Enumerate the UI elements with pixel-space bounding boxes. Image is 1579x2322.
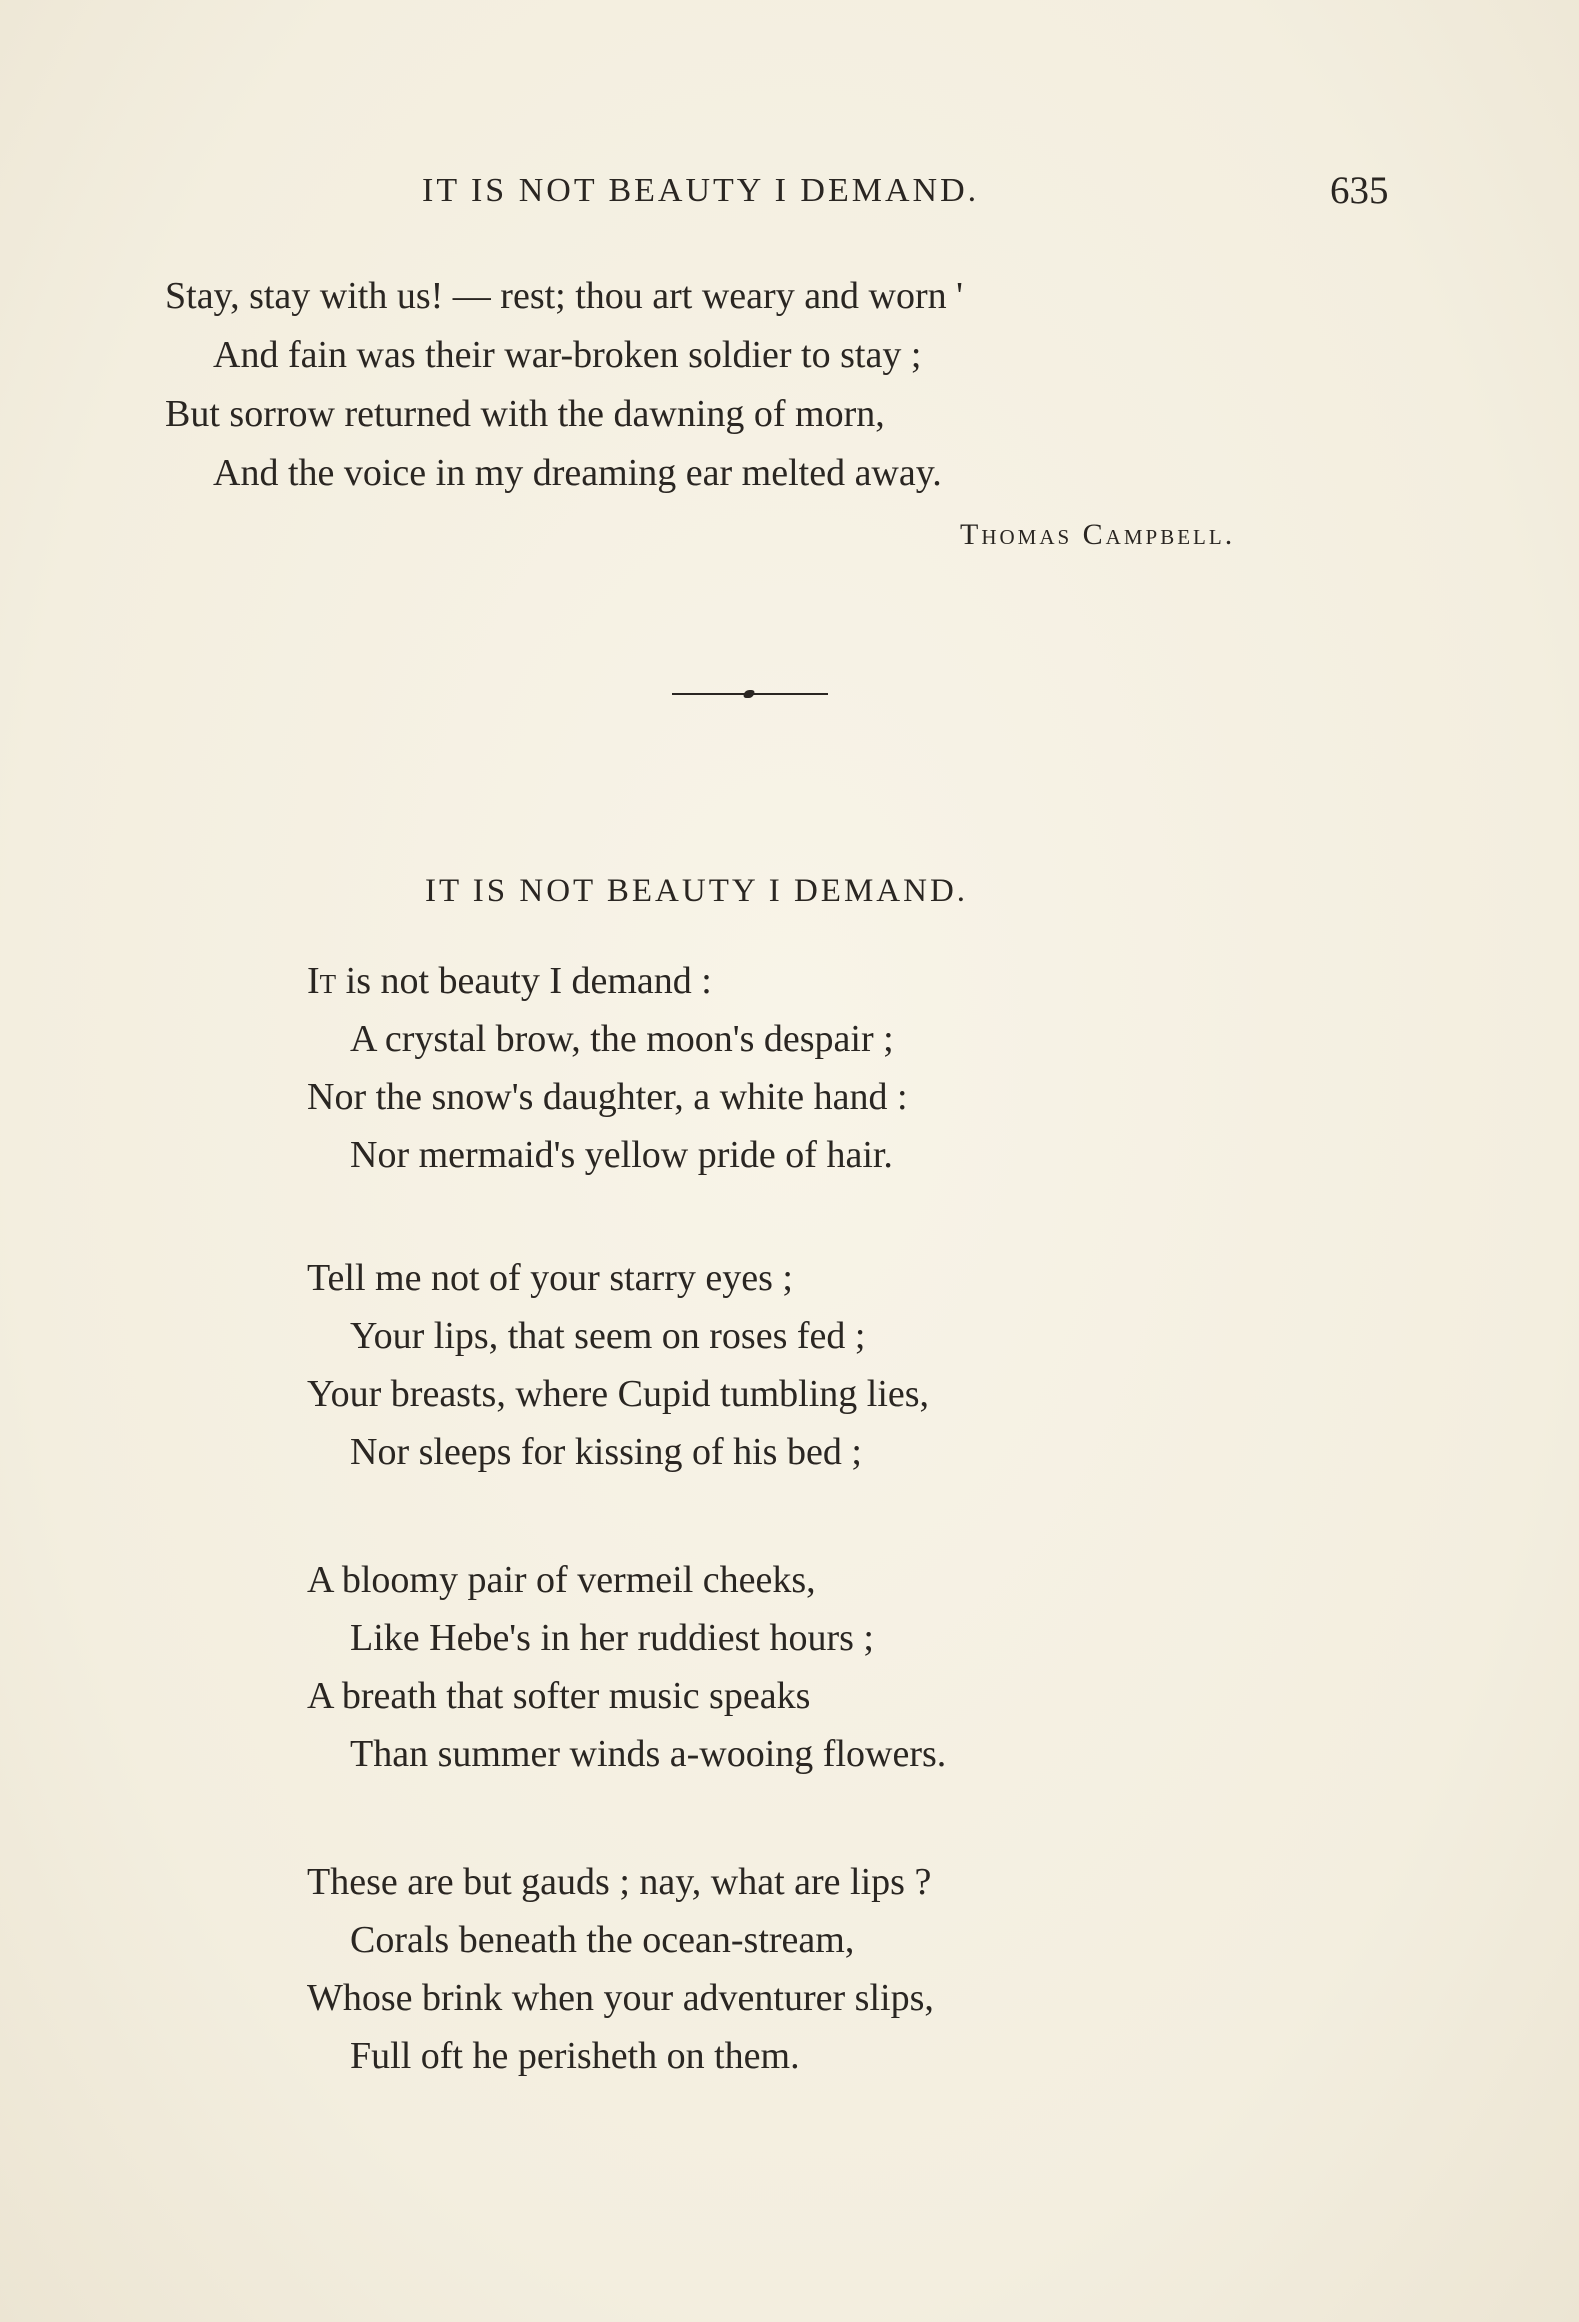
poem-line: Tell me not of your starry eyes ;	[307, 1257, 793, 1299]
poem-line: Corals beneath the ocean-stream,	[350, 1919, 855, 1961]
poem-line: Your lips, that seem on roses fed ;	[350, 1315, 866, 1357]
poem-line: Stay, stay with us! — rest; thou art weary and worn '	[165, 275, 963, 317]
poem-line: These are but gauds ; nay, what are lips ?	[307, 1861, 932, 1903]
poem-line: A crystal brow, the moon's despair ;	[350, 1018, 894, 1060]
poem-line: A bloomy pair of vermeil cheeks,	[307, 1559, 816, 1601]
poem-line: Than summer winds a-wooing flowers.	[350, 1733, 947, 1775]
poem-line: And fain was their war-broken soldier to stay ;	[213, 334, 922, 376]
author-attribution: Thomas Campbell.	[960, 518, 1236, 551]
poem-line: Nor the snow's daughter, a white hand :	[307, 1076, 908, 1118]
poem-line: Nor sleeps for kissing of his bed ;	[350, 1431, 862, 1473]
poem-line: Like Hebe's in her ruddiest hours ;	[350, 1617, 874, 1659]
poem-line: But sorrow returned with the dawning of morn,	[165, 393, 885, 435]
poem-first-line-rest: is not beauty I demand :	[336, 960, 712, 1002]
poem-first-line	[307, 962, 712, 1000]
poem-title: IT IS NOT BEAUTY I DEMAND.	[425, 873, 969, 909]
poem-first-word: It	[307, 960, 337, 1002]
running-header-title: IT IS NOT BEAUTY I DEMAND.	[422, 172, 980, 209]
poem-line: And the voice in my dreaming ear melted away.	[213, 452, 942, 494]
page-number: 635	[1330, 169, 1389, 212]
poem-line: Full oft he perisheth on them.	[350, 2035, 800, 2077]
poem-line: Nor mermaid's yellow pride of hair.	[350, 1134, 893, 1176]
poem-line: Your breasts, where Cupid tumbling lies,	[307, 1373, 930, 1415]
poem-line: A breath that softer music speaks	[307, 1675, 811, 1717]
poem-line: Whose brink when your adventurer slips,	[307, 1977, 934, 2019]
divider-ornament	[743, 690, 756, 698]
